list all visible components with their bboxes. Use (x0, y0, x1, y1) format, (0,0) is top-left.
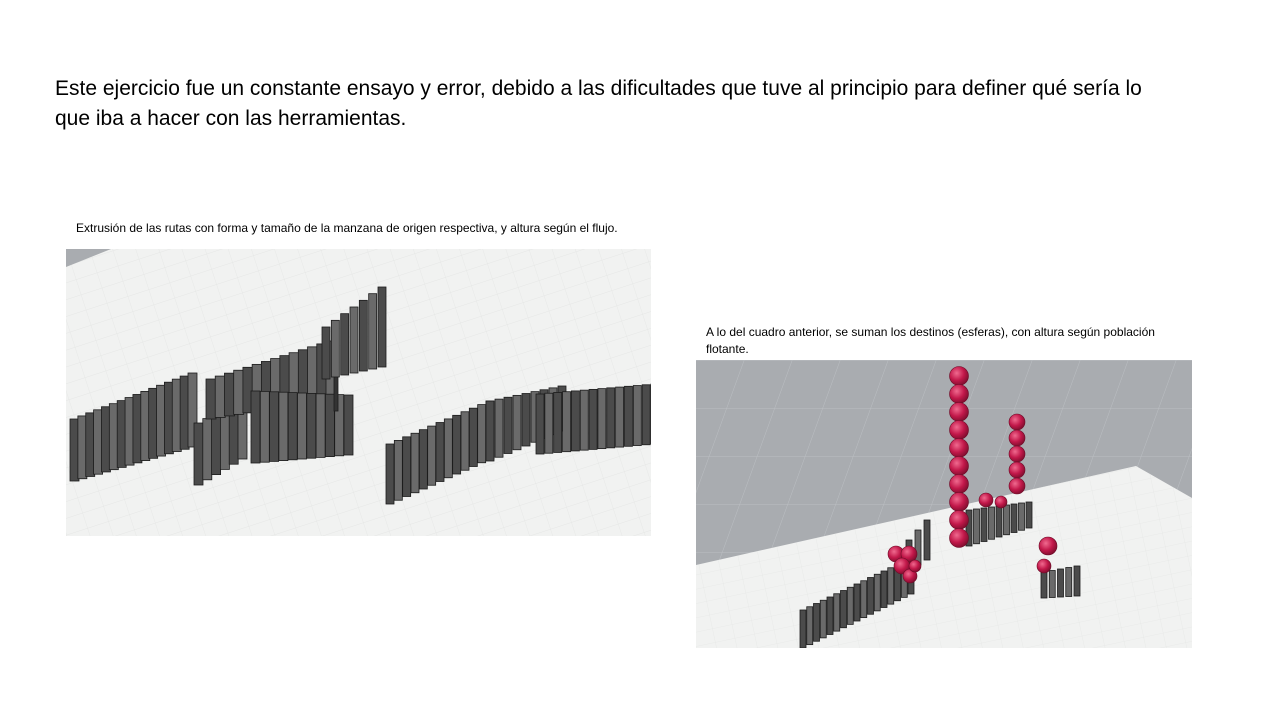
extrusion-block (212, 414, 221, 474)
figure-destinations-spheres (696, 360, 1192, 648)
extrusion-block (841, 591, 847, 628)
extrusion-block (616, 387, 624, 447)
extrusion-block (461, 412, 469, 471)
destination-sphere (1009, 446, 1025, 462)
destination-sphere (950, 529, 969, 548)
destination-sphere (950, 421, 969, 440)
extrusion-block (224, 373, 234, 416)
extrusion-block (288, 393, 297, 460)
extrusion-block (279, 392, 288, 460)
extrusion-block (215, 376, 225, 417)
destination-sphere (1039, 537, 1057, 555)
extrusion-block (598, 389, 606, 449)
figure-caption-extrusion: Extrusión de las rutas con forma y tamaño de la manzana de origen respectiva, y altura según el flujo. (76, 221, 618, 235)
extrusion-block (607, 388, 615, 448)
destination-sphere (950, 457, 969, 476)
extrusion-block (996, 506, 1002, 537)
extrusion-block (847, 587, 853, 624)
extrusion-block (633, 386, 641, 446)
extrusion-block (974, 509, 980, 544)
extrusion-block (260, 391, 269, 462)
destination-sphere (950, 367, 969, 386)
extrusion-block (486, 401, 494, 461)
destination-sphere (950, 403, 969, 422)
extrusion-block (325, 394, 334, 456)
extrusion-block (981, 508, 987, 542)
extrusion-block (394, 440, 402, 500)
extrusion-block (194, 423, 203, 485)
extrusion-block (1074, 566, 1080, 596)
extrusion-block (545, 393, 553, 453)
extrusion-block (419, 430, 427, 489)
destination-sphere (950, 439, 969, 458)
extrusion-block (888, 568, 894, 604)
extrusion-block (378, 287, 386, 367)
extrusion-block (989, 507, 995, 539)
extrusion-block (344, 395, 353, 455)
extrusion-block (331, 320, 339, 377)
extrusion-block (453, 415, 461, 474)
extrusion-block (469, 408, 477, 466)
extrusion-block (1049, 571, 1055, 598)
extrusion-block (298, 393, 307, 459)
extrusion-block (359, 300, 367, 371)
extrusion-block (554, 392, 562, 452)
destination-sphere (950, 511, 969, 530)
destination-sphere (1009, 414, 1025, 430)
extrusion-block (428, 426, 436, 485)
extrusion-block (307, 393, 316, 458)
extrusion-block (642, 385, 650, 445)
extrusion-block (563, 392, 571, 452)
extrusion-block (536, 394, 544, 454)
extrusion-block (881, 571, 887, 608)
figure-caption-destinations: A lo del cuadro anterior, se suman los destinos (esferas), con altura según población flotante. (706, 325, 1155, 356)
extrusion-block (478, 405, 486, 463)
destination-sphere (979, 493, 993, 507)
extrusion-block (234, 370, 244, 414)
destination-sphere (950, 493, 969, 512)
extrusion-block (403, 437, 411, 497)
extrusion-block (513, 395, 521, 449)
extrusion-block (1019, 503, 1025, 530)
destination-sphere (995, 496, 1007, 508)
extrusion-block (814, 604, 820, 642)
extrusion-block (411, 433, 419, 493)
extrusion-block (251, 391, 260, 463)
extrusion-block (386, 444, 394, 504)
destination-sphere (1009, 462, 1025, 478)
destination-sphere (1009, 478, 1025, 494)
extrusion-block (444, 419, 452, 478)
extrusion-block (220, 410, 229, 470)
extrusion-block (834, 594, 840, 631)
extrusion-block (206, 379, 216, 419)
extrusion-block (495, 399, 503, 457)
extrusion-block (807, 607, 813, 645)
extrusion-block (522, 394, 530, 447)
extrusion-block (589, 389, 597, 449)
figure-extrusion-routes (66, 249, 651, 536)
destination-sphere (950, 385, 969, 404)
extrusion-block (203, 419, 212, 480)
extrusion-block (827, 597, 833, 635)
extrusion-block (322, 327, 330, 379)
extrusion-block (868, 578, 874, 615)
extrusion-block (580, 390, 588, 450)
destination-sphere (1037, 559, 1051, 573)
extrusion-block (800, 610, 806, 648)
extrusion-block (316, 394, 325, 458)
intro-paragraph: Este ejercicio fue un constante ensayo y error, debido a las dificultades que tuve al principio para definer qué sería lo que iba a hacer con las herramientas. (55, 77, 1142, 130)
extrusion-block (924, 520, 930, 560)
extrusion-block (369, 294, 377, 369)
extrusion-block (1004, 505, 1010, 535)
extrusion-block (861, 581, 867, 618)
extrusion-block (820, 600, 826, 638)
extrusion-block (854, 584, 860, 621)
extrusion-block (915, 530, 921, 565)
extrusion-block (571, 391, 579, 451)
extrusion-block (341, 314, 349, 375)
extrusion-block (1058, 569, 1064, 597)
extrusion-block (1066, 568, 1072, 597)
extrusion-block (350, 307, 358, 373)
extrusion-block (1011, 504, 1017, 533)
extrusion-block (436, 423, 444, 482)
extrusion-block (504, 397, 512, 453)
destination-sphere (909, 560, 921, 572)
destination-sphere (1009, 430, 1025, 446)
extrusion-block (624, 386, 632, 446)
destination-sphere (950, 475, 969, 494)
extrusion-block (874, 574, 880, 611)
extrusion-block (1041, 572, 1047, 598)
extrusion-block (270, 392, 279, 462)
extrusion-block (1026, 502, 1032, 528)
